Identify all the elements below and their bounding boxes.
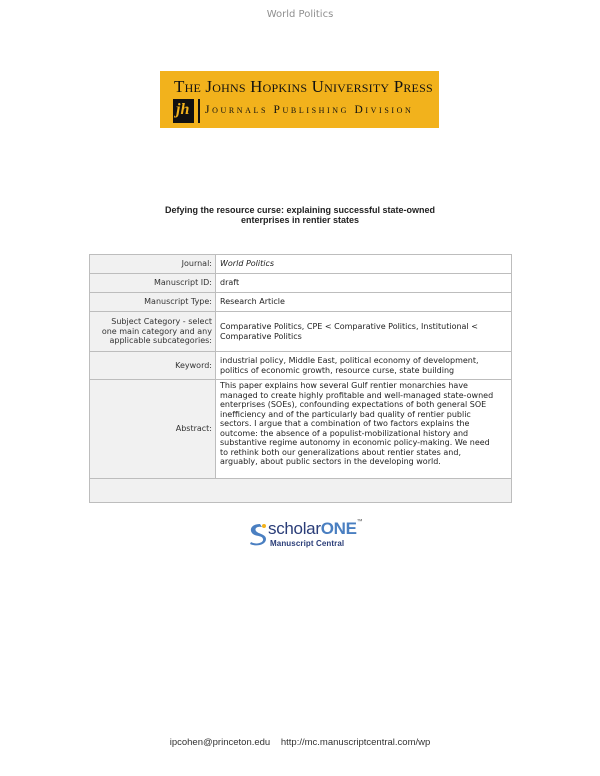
- manuscript-id-value: draft: [216, 274, 512, 293]
- paper-title: [100, 205, 500, 225]
- manuscript-type-label: Manuscript Type:: [90, 293, 216, 312]
- abstract-value: [216, 380, 512, 479]
- jh-logo-icon: [173, 99, 194, 123]
- abstract-line: managed to create highly profitable and well-managed state-owned: [220, 390, 494, 400]
- subject-category-label-line: Subject Category - select: [111, 317, 212, 327]
- manuscript-metadata-table: [89, 254, 512, 503]
- scholarone-word-accent: ONE: [320, 519, 357, 538]
- subject-category-value-line: Comparative Politics: [220, 331, 302, 341]
- paper-title-line: enterprises in rentier states: [240, 215, 360, 225]
- abstract-line: inefficiency and of the particularly bad quality of rentier public: [220, 409, 471, 419]
- keyword-label: Keyword:: [90, 352, 216, 380]
- publisher-banner: [160, 71, 439, 128]
- journal-label: Journal:: [90, 255, 216, 274]
- keyword-value: [216, 352, 512, 380]
- row-manuscript-id: [90, 274, 512, 293]
- abstract-line: substantive regime autonomy in economic policy-making. We need: [220, 438, 490, 447]
- scholarone-logo: [246, 519, 363, 553]
- abstract-line: outcome: the absence of a populist-mobilizational history and: [220, 428, 469, 438]
- footer: [0, 737, 600, 748]
- row-journal: [90, 255, 512, 274]
- keyword-value-line: industrial policy, Middle East, political economy of development,: [220, 356, 479, 365]
- scholarone-subtitle: Manuscript Central: [270, 539, 345, 548]
- row-keyword: [90, 352, 512, 380]
- manuscript-id-label: Manuscript ID:: [90, 274, 216, 293]
- scholarone-word-main: scholar: [268, 519, 321, 538]
- manuscript-type-value: Research Article: [216, 293, 512, 312]
- scholarone-trademark: ™: [356, 519, 363, 525]
- row-subject-category: [90, 312, 512, 352]
- abstract-line: arguably, about public sectors in the developing world.: [220, 457, 441, 466]
- subject-category-value: [216, 312, 512, 352]
- scholarone-wordmark: [268, 519, 362, 539]
- subject-category-label-line: applicable subcategories:: [109, 336, 212, 346]
- abstract-line: This paper explains how several Gulf rentier monarchies have: [220, 381, 468, 390]
- abstract-label: Abstract:: [90, 380, 216, 479]
- banner-divider: [198, 99, 200, 123]
- publisher-subtitle: Journals Publishing Division: [205, 104, 414, 116]
- jh-logo-letters: jh: [176, 101, 190, 118]
- running-head: World Politics: [266, 9, 334, 20]
- keyword-value-line: politics of economic growth, resource curse, state building: [220, 365, 455, 375]
- row-manuscript-type: [90, 293, 512, 312]
- row-empty: [90, 479, 512, 503]
- footer-email: ipcohen@princeton.edu: [169, 737, 271, 748]
- scholarone-mark-icon: [246, 522, 268, 546]
- abstract-line: enterprises (SOEs), confounding expectations of both general SOE: [220, 400, 487, 409]
- journal-value: World Politics: [216, 255, 512, 274]
- row-abstract: [90, 380, 512, 479]
- subject-category-label: [90, 312, 216, 352]
- abstract-line: sectors. I argue that a combination of two factors explains the: [220, 419, 470, 428]
- empty-cell: [90, 479, 512, 503]
- publisher-title: The Johns Hopkins University Press: [174, 77, 433, 96]
- abstract-line: to rethink both our generalizations about rentier states and,: [220, 447, 461, 457]
- subject-category-label-line: one main category and any: [101, 326, 212, 336]
- paper-title-line: Defying the resource curse: explaining successful state-owned: [164, 205, 436, 215]
- subject-category-value-line: Comparative Politics, CPE < Comparative Politics, Institutional <: [220, 322, 478, 331]
- footer-url: http://mc.manuscriptcentral.com/wp: [280, 737, 431, 748]
